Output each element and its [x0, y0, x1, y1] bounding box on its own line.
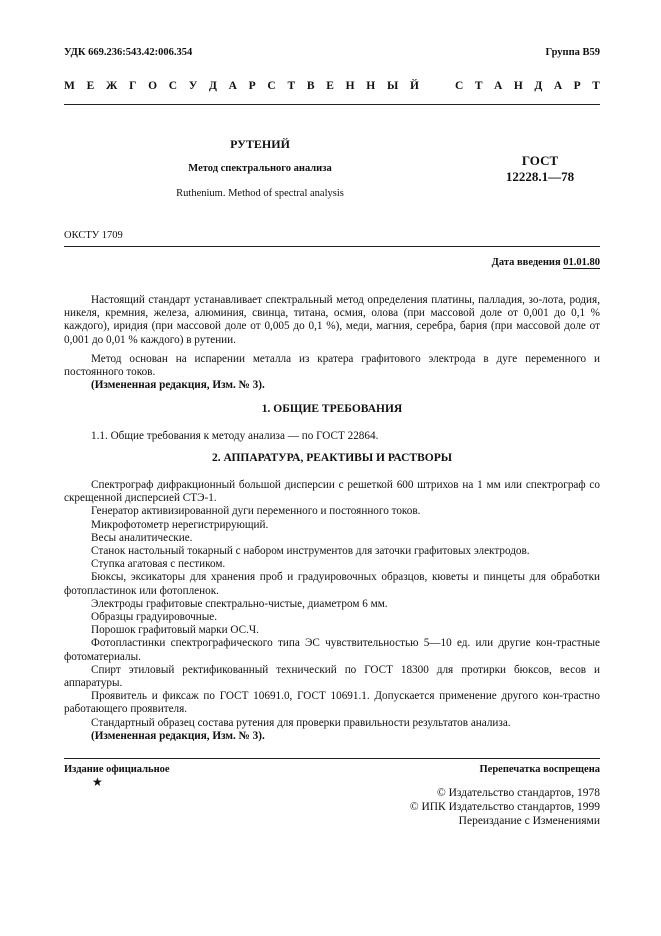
udk-code: УДК 669.236:543.42:006.354: [64, 47, 193, 58]
banner-word-standard: [455, 80, 600, 92]
section1-text: 1.1. Общие требования к методу анализа — по ГОСТ 22864.: [91, 430, 379, 442]
banner-letter: У: [188, 80, 198, 92]
reprint-prohibited: Перепечатка воспрещена: [479, 764, 600, 775]
section1-heading: 1. ОБЩИЕ ТРЕБОВАНИЯ: [261, 403, 403, 415]
banner-letter: Т: [287, 80, 296, 92]
copyright-1978: © Издательство стандартов, 1978: [436, 787, 600, 799]
title-rule: [64, 246, 600, 247]
intro-paragraph-scope: Настоящий стандарт устанавливает спектральный метод определения платины, палладия, зо-лота, родия, никеля, кремния, железа, алюминия, свинца, титана, осмия, олова (при массовой доле от 0,001 до 0,1 % каждого), иридия (при массовой доле от 0,005 до 0,1 %), меди, магния, серебра, бария (при массовой доле от 0,001 до 0,01 % каждого) в рутении.: [64, 294, 600, 346]
banner-letter: Й: [409, 80, 419, 92]
banner-letter: Г: [129, 80, 137, 92]
equipment-item: Станок настольный токарный с набором инструментов для заточки графитовых электродов.: [91, 545, 530, 558]
equipment-item: Образцы градуировочные.: [91, 611, 218, 624]
amendment-note: (Измененная редакция, Изм. № 3).: [91, 729, 265, 742]
banner-letter: Ж: [105, 80, 118, 92]
star-icon: ★: [92, 775, 103, 789]
banner-letter: Р: [248, 80, 256, 92]
banner-letter: Р: [573, 80, 581, 92]
equipment-item: Микрофотометр нерегистрирующий.: [91, 518, 269, 531]
gost-label: ГОСТ: [521, 153, 559, 168]
banner-letter: А: [228, 80, 237, 92]
banner-letter: Е: [86, 80, 95, 92]
banner-letter: С: [267, 80, 276, 92]
equipment-item: Стандартный образец состава рутения для проверки правильности результатов анализа.: [91, 716, 511, 729]
equipment-item: Спектрограф дифракционный большой дисперсии с решеткой 600 штрихов на 1 мм или спектрограф со скрещенной дисперсией СТЭ-1.: [64, 479, 600, 505]
banner-letter: Т: [474, 80, 483, 92]
official-edition: Издание официальное: [64, 764, 170, 775]
banner-letter: Д: [208, 80, 217, 92]
section2-items: [64, 479, 600, 743]
equipment-item: Электроды графитовые спектрально-чистые, диаметром 6 мм.: [91, 597, 388, 610]
section2-heading: 2. АППАРАТУРА, РЕАКТИВЫ И РАСТВОРЫ: [211, 452, 453, 464]
banner-word-interstate: [64, 80, 419, 92]
banner-letter: Д: [534, 80, 543, 92]
doc-english-title: Ruthenium. Method of spectral analysis: [176, 188, 344, 199]
group-code: Группа В59: [545, 47, 600, 58]
banner-letter: Н: [345, 80, 355, 92]
equipment-item: Порошок графитовый марки ОС.Ч.: [91, 624, 259, 637]
equipment-item: Генератор активизированной дуги переменного и постоянного токов.: [91, 505, 421, 518]
doc-subtitle: Метод спектрального анализа: [188, 163, 332, 174]
equipment-item: Спирт этиловый ректификованный технический по ГОСТ 18300 для протирки бюксов, весов и аппаратуры.: [64, 663, 600, 690]
intro-date: [492, 257, 600, 268]
banner-letter: Н: [366, 80, 376, 92]
equipment-item: Проявитель и фиксаж по ГОСТ 10691.0, ГОСТ 10691.1. Допускается применение другого кон-трастно работающего проявителя.: [64, 690, 600, 716]
equipment-item: Весы аналитические.: [91, 531, 193, 544]
banner-letter: А: [494, 80, 503, 92]
banner-letter: О: [148, 80, 158, 92]
intro-date-label: Дата введения: [491, 257, 561, 268]
banner-letter: С: [168, 80, 178, 92]
equipment-item: Фотопластинки спектрографического типа ЭС чувствительностью 5—10 ед. или другие кон-трастные фотоматериалы.: [64, 637, 600, 663]
intro-date-value: 01.01.80: [563, 257, 600, 268]
equipment-item: Ступка агатовая с пестиком.: [91, 558, 226, 571]
banner-letter: В: [306, 80, 315, 92]
interstate-standard-banner: [64, 80, 600, 92]
banner-letter: Е: [326, 80, 334, 92]
reissue-note: Переиздание с Изменениями: [458, 815, 600, 827]
banner-letter: Т: [592, 80, 600, 92]
banner-letter: А: [553, 80, 563, 92]
gost-number: 12228.1—78: [505, 169, 575, 184]
banner-letter: Н: [513, 80, 523, 92]
doc-title: РУТЕНИЙ: [230, 137, 290, 151]
amendment-note: (Измененная редакция, Изм. № 3).: [91, 379, 265, 391]
equipment-item: Бюксы, эксикаторы для хранения проб и градуировочных образцов, кюветы и пинцеты для обработки фотопластинок или фотопленок.: [64, 571, 600, 597]
banner-letter: Ы: [386, 80, 399, 92]
header-rule: [64, 104, 600, 105]
okstu-code: ОКСТУ 1709: [64, 230, 123, 241]
banner-letter: М: [64, 80, 75, 92]
copyright-1999: © ИПК Издательство стандартов, 1999: [409, 801, 600, 813]
footer-rule: [64, 758, 600, 759]
banner-letter: С: [455, 80, 464, 92]
intro-paragraph-method: Метод основан на испарении металла из кратера графитового электрода в дуге переменного и постоянного токов.: [64, 353, 600, 379]
